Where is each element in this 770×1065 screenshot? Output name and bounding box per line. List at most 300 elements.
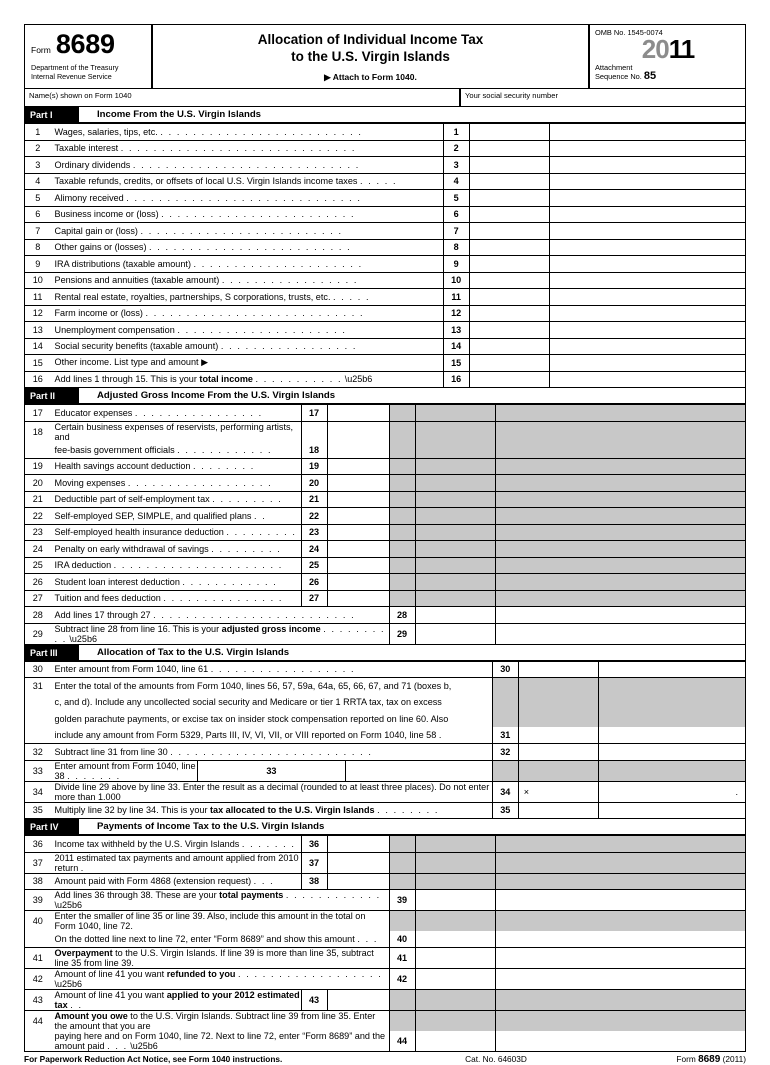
amount-input[interactable] [469, 223, 549, 240]
cents-column[interactable] [549, 190, 745, 207]
shaded-cell [495, 836, 746, 853]
line-text [51, 574, 302, 591]
shaded-cell [495, 442, 746, 459]
leader-dots: . . . . . . . . . . . . [177, 444, 273, 455]
shaded-cell [415, 574, 495, 591]
line-ref-number: 13 [443, 322, 469, 339]
cents-column[interactable] [549, 239, 745, 256]
attach-instruction: ▶ Attach to Form 1040. [324, 72, 417, 82]
shaded-cell [415, 911, 495, 932]
cents-column[interactable] [598, 727, 745, 744]
amount-input[interactable] [415, 1031, 495, 1052]
leader-dots: . . . . . . . . . . . . . . . . . . . . . . . . . [149, 242, 352, 253]
line-ref-number: 2 [443, 140, 469, 157]
amount-input[interactable] [327, 836, 389, 853]
leader-dots: . . . . . . . . . . [54, 623, 386, 644]
line-number: 3 [25, 157, 51, 174]
leader-dots: . . . . . . . . . . . . . . . . . [220, 341, 357, 352]
cents-column[interactable] [549, 322, 745, 339]
shaded-cell [415, 990, 495, 1011]
line-text: Amount of line 41 you want refunded to you . . . . . . . . . . . . . . . . . . \u25b6 [51, 969, 390, 990]
empty-cell [25, 727, 51, 744]
ssn-field[interactable] [461, 89, 745, 106]
line-number: 41 [25, 948, 51, 969]
line-number: 10 [25, 272, 51, 289]
leader-dots: . . . . . . . . . . . . . . . . . . . . . [113, 560, 283, 571]
shaded-cell [415, 541, 495, 558]
cents-column[interactable] [549, 338, 745, 355]
line-ref-number: 4 [443, 173, 469, 190]
cents-column[interactable] [549, 289, 745, 306]
header-omb-block [590, 25, 745, 88]
cents-column[interactable] [598, 744, 745, 761]
amount-input[interactable] [327, 557, 389, 574]
shaded-cell [495, 405, 746, 422]
line-text [51, 711, 493, 728]
line-text [51, 442, 302, 459]
leader-dots: . . . . . . . . . . . . . . . . . . . . . . . . . . . . . [126, 192, 362, 203]
table-row [25, 524, 746, 541]
line-number: 36 [25, 836, 51, 853]
line-label: IRA distributions (taxable amount) [54, 258, 191, 269]
amount-input[interactable] [327, 541, 389, 558]
line-text [51, 272, 444, 289]
cents-column[interactable] [495, 623, 746, 644]
table-row [25, 1011, 746, 1032]
amount-input[interactable] [469, 322, 549, 339]
amount-input[interactable] [345, 760, 492, 781]
line-label: Ordinary dividends [54, 159, 131, 170]
part-2-title: Adjusted Gross Income From the U.S. Virgin Islands [97, 390, 336, 401]
footer-form-number: 8689 [698, 1054, 721, 1065]
cents-column[interactable] [549, 305, 745, 322]
shaded-cell [495, 574, 746, 591]
line-label-bold: refunded to you [166, 969, 236, 979]
line-ref-number: 27 [301, 590, 327, 607]
part-2-table [24, 404, 746, 645]
cents-column[interactable] [495, 931, 746, 948]
table-row [25, 355, 746, 372]
amount-input[interactable] [327, 491, 389, 508]
shaded-cell [415, 524, 495, 541]
line-number: 31 [25, 678, 51, 695]
leader-dots: . . . . . . . . . . . . . . . . . . . . . . . . . [170, 746, 373, 757]
line-ref-number: 28 [389, 607, 415, 624]
shaded-cell [415, 836, 495, 853]
table-row [25, 206, 746, 223]
line-ref-number: 35 [492, 802, 518, 819]
line-ref-number: 11 [443, 289, 469, 306]
leader-dots: . . . . . . . . . [226, 527, 297, 538]
part-1-number: Part I [25, 107, 79, 122]
line-label: Enter the total of the amounts from Form 1040, lines 56, 57, 59a, 64a, 65, 66, 67, and 71 (boxes b, [54, 681, 452, 691]
line-ref-number: 32 [492, 744, 518, 761]
table-row [25, 405, 746, 422]
leader-dots: . . . [107, 1041, 128, 1051]
table-row [25, 371, 746, 388]
ssn-label: Your social security number [465, 91, 558, 100]
table-row [25, 727, 746, 744]
table-row [25, 338, 746, 355]
table-row [25, 969, 746, 990]
part-4-number: Part IV [25, 819, 79, 834]
cents-column[interactable] [495, 607, 746, 624]
shaded-cell [389, 491, 415, 508]
amount-input[interactable] [469, 305, 549, 322]
table-row [25, 607, 746, 624]
amount-input[interactable] [469, 124, 549, 141]
line-number: 24 [25, 541, 51, 558]
shaded-cell [415, 557, 495, 574]
table-row [25, 948, 746, 969]
shaded-cell [492, 711, 518, 728]
table-row [25, 541, 746, 558]
amount-input[interactable] [327, 873, 389, 890]
line-label: Unemployment compensation [54, 324, 175, 335]
amount-input[interactable] [327, 405, 389, 422]
shaded-cell [389, 990, 415, 1011]
line-text [51, 190, 444, 207]
table-row [25, 590, 746, 607]
paperwork-notice: For Paperwork Reduction Act Notice, see Form 1040 instructions. [24, 1054, 283, 1064]
line-ref-number: 40 [389, 931, 415, 948]
line-text [51, 256, 444, 273]
shaded-cell [492, 760, 518, 781]
shaded-cell [492, 694, 518, 711]
table-row [25, 744, 746, 761]
line-label: IRA deduction [54, 560, 112, 571]
empty-cell [301, 421, 327, 442]
cents-column[interactable] [549, 223, 745, 240]
table-row [25, 124, 746, 141]
cents-column[interactable] [495, 948, 746, 969]
amount-input[interactable] [518, 661, 598, 678]
arrow-icon: \u25b6 [130, 1041, 158, 1051]
line-number: 35 [25, 802, 51, 819]
cents-column[interactable] [495, 969, 746, 990]
line-text [51, 694, 493, 711]
cents-column[interactable] [549, 206, 745, 223]
shaded-cell [415, 508, 495, 525]
empty-cell [25, 442, 51, 459]
leader-dots: . . . [357, 934, 378, 944]
shaded-cell [495, 1011, 746, 1032]
amount-input[interactable] [469, 256, 549, 273]
line-label: Self-employed SEP, SIMPLE, and qualified plans [54, 510, 252, 521]
table-row [25, 272, 746, 289]
line-text [51, 421, 302, 442]
line-ref-number: 10 [443, 272, 469, 289]
line-label: Pensions and annuities (taxable amount) [54, 275, 220, 286]
leader-dots: . . . . . . . . . . . . [285, 890, 381, 900]
cents-column[interactable] [549, 124, 745, 141]
table-row [25, 256, 746, 273]
shaded-cell [495, 873, 746, 890]
part-1-title: Income From the U.S. Virgin Islands [97, 109, 262, 120]
table-row [25, 508, 746, 525]
line-number: 37 [25, 852, 51, 873]
line-ref-number: 12 [443, 305, 469, 322]
line-ref-number: 34 [492, 781, 518, 802]
name-field[interactable] [25, 89, 461, 106]
cents-column[interactable] [549, 272, 745, 289]
table-row [25, 836, 746, 853]
amount-input[interactable] [415, 969, 495, 990]
leader-dots: . . . . . . . . . . . . . . . . . . . . . . . . . . . [145, 308, 365, 319]
shaded-cell [415, 852, 495, 873]
shaded-cell [518, 760, 598, 781]
line-label: Moving expenses [54, 477, 126, 488]
line-label: Wages, salaries, tips, etc. [54, 126, 158, 137]
part-4-bar [24, 819, 746, 835]
line-number: 25 [25, 557, 51, 574]
line-text [51, 206, 444, 223]
amount-input[interactable] [518, 727, 598, 744]
line-label: Alimony received [54, 192, 124, 203]
line-ref-number: 43 [301, 990, 327, 1011]
empty-cell [25, 931, 51, 948]
leader-dots: . . . . . . . . . . . . . . . [163, 593, 284, 604]
shaded-cell [492, 678, 518, 695]
sequence-number: 85 [643, 70, 657, 82]
arrow-icon: \u25b6 [54, 900, 83, 910]
leader-dots: . . . . . . . . . . . . . . . . . . . . . . . . . [160, 126, 363, 137]
arrow-icon: \u25b6 [344, 374, 373, 385]
line-ref-number: 31 [492, 727, 518, 744]
amount-input[interactable] [415, 607, 495, 624]
line-text [51, 760, 198, 781]
line-number: 21 [25, 491, 51, 508]
part-3-number: Part III [25, 645, 79, 660]
amount-input[interactable] [469, 272, 549, 289]
shaded-cell [495, 990, 746, 1011]
line-text [51, 607, 390, 624]
part-4-table [24, 835, 746, 1052]
amount-input[interactable] [415, 931, 495, 948]
cents-column[interactable] [495, 1031, 746, 1052]
line-text [51, 524, 302, 541]
table-row [25, 173, 746, 190]
cents-column[interactable] [549, 157, 745, 174]
line-number: 16 [25, 371, 51, 388]
table-row [25, 678, 746, 695]
amount-input[interactable] [327, 442, 389, 459]
leader-dots: . . . . . . . . . . . . . . . . . . . . . . . . . [140, 225, 343, 236]
amount-input[interactable] [469, 206, 549, 223]
amount-input[interactable] [327, 852, 389, 873]
line-text: Amount you owe to the U.S. Virgin Islands. Subtract line 39 from line 35. Enter the amount that you are [51, 1011, 390, 1032]
line-label-bold: tax allocated to the U.S. Virgin Islands [210, 805, 375, 816]
table-row [25, 1031, 746, 1052]
amount-input[interactable] [469, 289, 549, 306]
cents-column[interactable] [598, 661, 745, 678]
arrow-icon: \u25b6 [54, 979, 83, 989]
shaded-cell [389, 852, 415, 873]
amount-input[interactable] [327, 574, 389, 591]
line-number: 5 [25, 190, 51, 207]
line-ref-number: 17 [301, 405, 327, 422]
shaded-cell [495, 590, 746, 607]
line-number: 11 [25, 289, 51, 306]
cents-column[interactable] [549, 256, 745, 273]
leader-dots: . . . . . . . . . [211, 543, 282, 554]
cents-column[interactable] [495, 890, 746, 911]
table-row [25, 931, 746, 948]
amount-input[interactable] [327, 458, 389, 475]
line-text [51, 852, 302, 873]
leader-dots: . [80, 862, 85, 873]
table-row [25, 990, 746, 1011]
line-number: 38 [25, 873, 51, 890]
leader-dots: . . . . . . . . . . . . . . . . [134, 407, 263, 418]
amount-input[interactable] [469, 239, 549, 256]
shaded-cell [495, 491, 746, 508]
amount-input[interactable] [518, 744, 598, 761]
amount-input[interactable] [469, 157, 549, 174]
line-text [51, 140, 444, 157]
empty-cell [327, 421, 389, 442]
line-label: Subtract line 31 from line 30 [54, 746, 168, 757]
amount-input[interactable] [469, 338, 549, 355]
shaded-cell [495, 475, 746, 492]
tax-year-prefix: 20 [641, 34, 669, 64]
line-ref-number: 29 [389, 623, 415, 644]
line-ref-number: 20 [301, 475, 327, 492]
shaded-cell [389, 421, 415, 442]
amount-input[interactable] [518, 802, 598, 819]
line-ref-number: 44 [389, 1031, 415, 1052]
table-row [25, 802, 746, 819]
amount-input[interactable] [415, 948, 495, 969]
line-label-bold: adjusted gross income [221, 623, 321, 634]
cents-column[interactable] [549, 140, 745, 157]
line-label: Divide line 29 above by line 33. Enter the result as a decimal (rounded to at least three places). Do not enter more than 1.000 [54, 781, 490, 802]
cents-column[interactable] [549, 173, 745, 190]
shaded-cell [518, 694, 598, 711]
decimal-point: . [598, 781, 745, 802]
table-row [25, 873, 746, 890]
line-ref-number: 16 [443, 371, 469, 388]
decimal-input[interactable] [518, 781, 598, 802]
line-ref-number: 15 [443, 355, 469, 372]
table-row [25, 557, 746, 574]
amount-input[interactable] [469, 355, 549, 372]
amount-input[interactable] [327, 475, 389, 492]
shaded-cell [495, 458, 746, 475]
footer-form-year: (2011) [722, 1054, 746, 1064]
shaded-cell [389, 574, 415, 591]
line-ref-number: 3 [443, 157, 469, 174]
shaded-cell [598, 694, 745, 711]
line-label: Social security benefits (taxable amount) [54, 341, 219, 352]
cents-column[interactable] [598, 802, 745, 819]
form-footer [24, 1054, 746, 1065]
leader-dots: . . . [253, 876, 275, 887]
leader-dots: . . . . . . . . . . . [255, 374, 343, 385]
line-label: Income tax withheld by the U.S. Virgin Islands [54, 838, 240, 849]
table-row [25, 421, 746, 442]
line-label: golden parachute payments, or excise tax on insider stock compensation reported on line 60. Also [54, 713, 449, 724]
leader-dots: . . . . . . . . [377, 805, 440, 816]
amount-input[interactable] [469, 371, 549, 388]
line-number: 19 [25, 458, 51, 475]
line-text [51, 911, 390, 932]
table-row [25, 305, 746, 322]
shaded-cell [495, 524, 746, 541]
line-ref-number: 24 [301, 541, 327, 558]
line-text: Add lines 36 through 38. These are your total payments . . . . . . . . . . . . \u25b6 [51, 890, 390, 911]
shaded-cell [389, 911, 415, 932]
shaded-cell [598, 760, 745, 781]
line-text [51, 541, 302, 558]
line-number: 18 [25, 421, 51, 442]
shaded-cell [518, 711, 598, 728]
line-number: 2 [25, 140, 51, 157]
amount-input[interactable] [469, 173, 549, 190]
shaded-cell [389, 873, 415, 890]
shaded-cell [389, 442, 415, 459]
table-row [25, 157, 746, 174]
cents-column[interactable] [549, 355, 745, 372]
line-text [51, 458, 302, 475]
line-number: 29 [25, 623, 51, 644]
line-ref-number: 14 [443, 338, 469, 355]
table-row [25, 760, 746, 781]
form-word-label: Form [31, 45, 51, 55]
line-number: 6 [25, 206, 51, 223]
line-number: 26 [25, 574, 51, 591]
line-text: Multiply line 32 by line 34. This is your tax allocated to the U.S. Virgin Islands . . . . . . . . [51, 802, 493, 819]
amount-input[interactable] [327, 524, 389, 541]
line-label: Deductible part of self-employment tax [54, 494, 210, 505]
line-number: 13 [25, 322, 51, 339]
amount-input[interactable] [469, 140, 549, 157]
form-title-line2: to the U.S. Virgin Islands [291, 49, 450, 64]
shaded-cell [495, 911, 746, 932]
table-row [25, 574, 746, 591]
table-row [25, 190, 746, 207]
form-number: 8689 [55, 29, 115, 59]
table-row [25, 890, 746, 911]
line-label: paying here and on Form 1040, line 72. Next to line 72, enter “Form 8689” and the amount paid [54, 1031, 386, 1051]
table-row [25, 852, 746, 873]
line-ref-number: 9 [443, 256, 469, 273]
line-text: Subtract line 28 from line 16. This is your adjusted gross income . . . . . . . . . . \u25b6 [51, 623, 390, 644]
amount-input[interactable] [327, 990, 389, 1011]
line-text [51, 931, 390, 948]
shaded-cell [495, 541, 746, 558]
shaded-cell [598, 711, 745, 728]
line-text [51, 355, 444, 372]
amount-input[interactable] [327, 590, 389, 607]
line-label: Health savings account deduction [54, 461, 191, 472]
amount-input[interactable] [415, 623, 495, 644]
leader-dots: . . [254, 510, 267, 521]
line-label: Enter amount from Form 1040, line 38 [54, 760, 196, 781]
line-ref-number: 6 [443, 206, 469, 223]
amount-input[interactable] [469, 190, 549, 207]
amount-input[interactable] [327, 508, 389, 525]
shaded-cell [389, 836, 415, 853]
shaded-cell [389, 475, 415, 492]
cents-column[interactable] [549, 371, 745, 388]
line-number: 22 [25, 508, 51, 525]
line-label: Tuition and fees deduction [54, 593, 161, 604]
leader-dots: . . . . . . . [241, 838, 296, 849]
line-text [51, 781, 493, 802]
amount-input[interactable] [415, 890, 495, 911]
leader-dots: . . . . . . . . . . . . . . . . . . . . . [177, 324, 347, 335]
